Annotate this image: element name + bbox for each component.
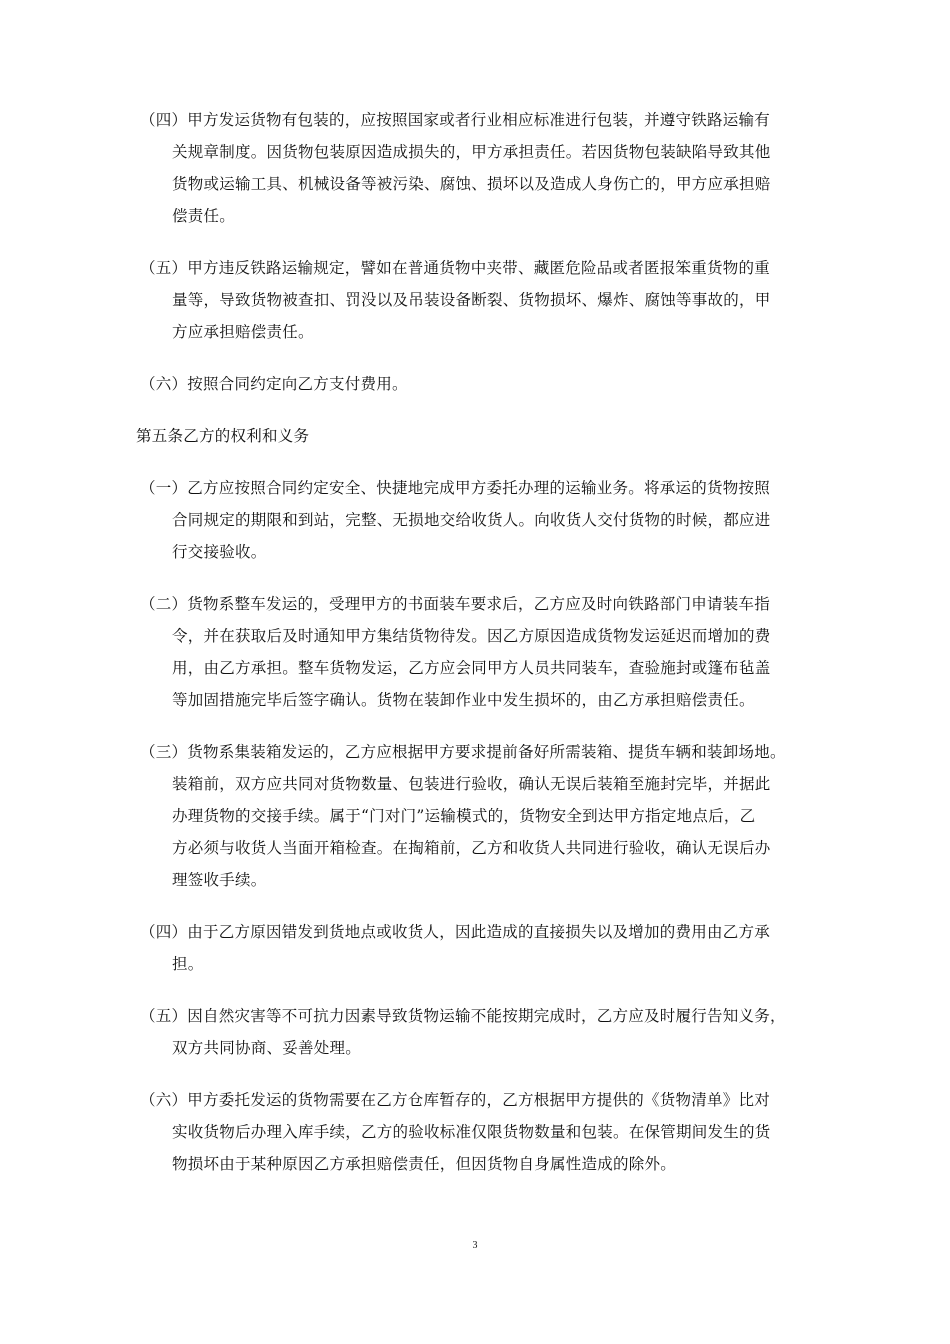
clause-line: 令，并在获取后及时通知甲方集结货物待发。因乙方原因造成货物发运延迟而增加的费 — [172, 627, 771, 645]
document-body — [136, 104, 826, 1200]
clause-line: （四）由于乙方原因错发到货地点或收货人，因此造成的直接损失以及增加的费用由乙方承 — [140, 923, 771, 941]
party-a-obligations-continued — [136, 104, 826, 400]
clause-line: （六）甲方委托发运的货物需要在乙方仓库暂存的，乙方根据甲方提供的《货物清单》比对 — [140, 1091, 771, 1109]
clause-line: 方应承担赔偿责任。 — [172, 323, 314, 341]
clause-line: 实收货物后办理入库手续，乙方的验收标准仅限货物数量和包装。在保管期间发生的货 — [172, 1123, 771, 1141]
clause-line: 办理货物的交接手续。属于“门对门”运输模式的，货物安全到达甲方指定地点后，乙 — [172, 807, 756, 825]
clause-line: 方必须与收货人当面开箱检查。在掏箱前，乙方和收货人共同进行验收，确认无误后办 — [172, 839, 771, 857]
clause-line: （一）乙方应按照合同约定安全、快捷地完成甲方委托办理的运输业务。将承运的货物按照 — [140, 479, 771, 497]
clause-paragraph — [136, 916, 826, 980]
clause-line: 装箱前，双方应共同对货物数量、包装进行验收，确认无误后装箱至施封完毕，并据此 — [172, 775, 771, 793]
clause-line: 货物或运输工具、机械设备等被污染、腐蚀、损坏以及造成人身伤亡的，甲方应承担赔 — [172, 175, 771, 193]
clause-line: 双方共同协商、妥善处理。 — [172, 1039, 362, 1057]
party-b-rights-obligations — [136, 472, 826, 1180]
clause-paragraph — [136, 1000, 826, 1064]
clause-line: （四）甲方发运货物有包装的，应按照国家或者行业相应标准进行包装，并遵守铁路运输有 — [140, 111, 771, 129]
clause-line: 关规章制度。因货物包装原因造成损失的，甲方承担责任。若因货物包装缺陷导致其他 — [172, 143, 771, 161]
clause-line: 用，由乙方承担。整车货物发运，乙方应会同甲方人员共同装车，查验施封或篷布毡盖 — [172, 659, 771, 677]
clause-line: 担。 — [172, 955, 204, 973]
clause-paragraph — [136, 252, 826, 348]
clause-paragraph — [136, 368, 826, 400]
page-number: 3 — [472, 1240, 478, 1251]
clause-paragraph — [136, 104, 826, 232]
clause-line: 量等，导致货物被查扣、罚没以及吊装设备断裂、货物损坏、爆炸、腐蚀等事故的，甲 — [172, 291, 771, 309]
clause-paragraph — [136, 588, 826, 716]
clause-paragraph — [136, 1084, 826, 1180]
clause-line: 等加固措施完毕后签字确认。货物在装卸作业中发生损坏的，由乙方承担赔偿责任。 — [172, 691, 755, 709]
clause-line: （五）甲方违反铁路运输规定，譬如在普通货物中夹带、藏匿危险品或者匿报笨重货物的重 — [140, 259, 771, 277]
clause-line: 行交接验收。 — [172, 543, 267, 561]
clause-line: 偿责任。 — [172, 207, 236, 225]
clause-line: 物损坏由于某种原因乙方承担赔偿责任，但因货物自身属性造成的除外。 — [172, 1155, 677, 1173]
clause-paragraph — [136, 736, 826, 896]
clause-line: （三）货物系集装箱发运的，乙方应根据甲方要求提前备好所需装箱、提货车辆和装卸场地。 — [140, 743, 786, 761]
clause-line: （六）按照合同约定向乙方支付费用。 — [140, 375, 408, 393]
clause-paragraph — [136, 472, 826, 568]
clause-line: （二）货物系整车发运的，受理甲方的书面装车要求后，乙方应及时向铁路部门申请装车指 — [140, 595, 771, 613]
clause-line: （五）因自然灾害等不可抗力因素导致货物运输不能按期完成时，乙方应及时履行告知义务， — [140, 1007, 786, 1025]
clause-line: 合同规定的期限和到站，完整、无损地交给收货人。向收货人交付货物的时候，都应进 — [172, 511, 771, 529]
section-title: 第五条乙方的权利和义务 — [136, 427, 310, 445]
clause-line: 理签收手续。 — [172, 871, 267, 889]
